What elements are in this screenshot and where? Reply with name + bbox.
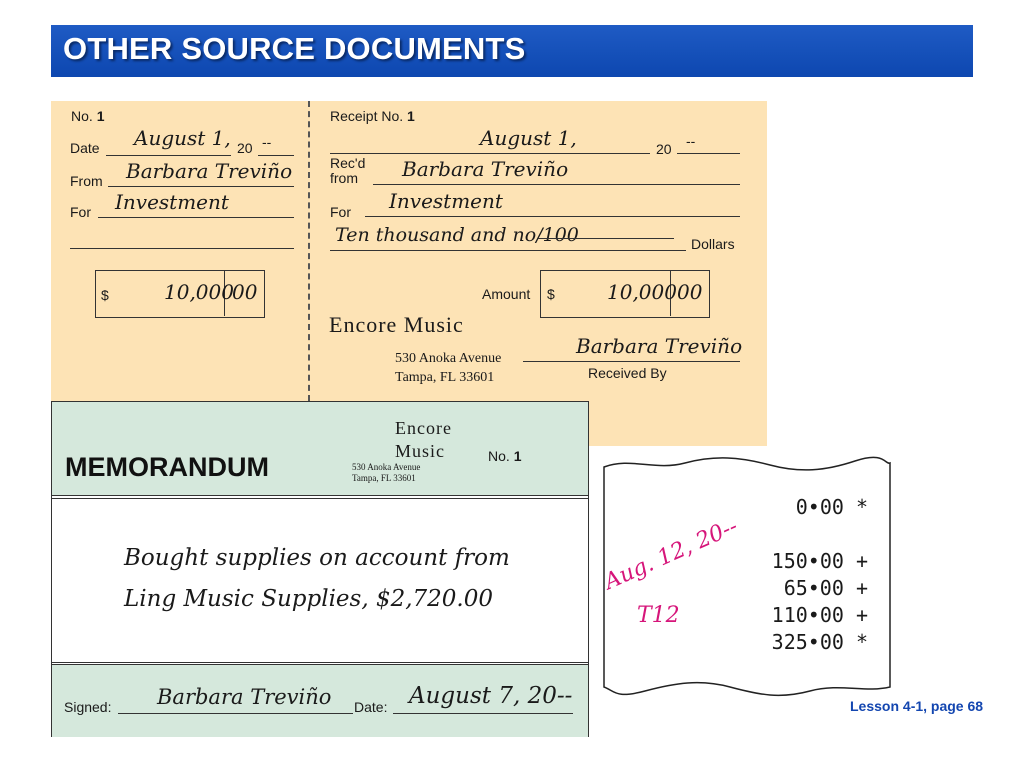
memo-date-label: Date: [354, 699, 388, 715]
receipt-no-label: Receipt No. 1 [330, 108, 415, 124]
page-title: OTHER SOURCE DOCUMENTS [63, 31, 526, 66]
memo-signed-label: Signed: [64, 699, 112, 715]
tape-line-1: 0•00 * [795, 495, 868, 519]
receipt-date-value: August 1, [480, 126, 577, 150]
tape-line-3: 65•00 + [783, 576, 868, 600]
memo-heading: MEMORANDUM [65, 452, 269, 482]
memo-no-value: 1 [513, 448, 522, 464]
memo-address-1: 530 Anoka Avenue [352, 462, 421, 472]
memo-signed-value: Barbara Treviño [157, 685, 332, 709]
tape-line-4: 110•00 + [771, 603, 868, 627]
receipt-year-value: -- [686, 133, 696, 149]
stub-from-label: From [70, 173, 103, 189]
memo-company-line-1: Encore [395, 418, 452, 438]
receipt-for-label: For [330, 204, 351, 220]
receipt-company-name: Encore Music [329, 312, 464, 337]
memo-body-line-2: Ling Music Supplies, $2,720.00 [124, 586, 494, 612]
receipt-signature: Barbara Treviño [576, 334, 743, 358]
stub-amount-cents: 00 [232, 280, 258, 304]
memorandum-document [51, 401, 589, 737]
tape-note-ref: T12 [637, 603, 680, 628]
receipt-address-1: 530 Anoka Avenue [395, 351, 502, 366]
memo-address-2: Tampa, FL 33601 [352, 473, 416, 483]
receipt-amount-cents: 00 [677, 280, 703, 304]
received-by-label: Received By [588, 365, 667, 381]
amount-label: Amount [482, 286, 531, 302]
stub-for-value: Investment [115, 190, 229, 214]
memo-date-value: August 7, 20-- [409, 683, 573, 709]
memo-body [52, 498, 588, 663]
receipt-for-value: Investment [389, 189, 503, 213]
recd-from-value: Barbara Treviño [402, 157, 569, 181]
receipt-address-2: Tampa, FL 33601 [395, 370, 495, 385]
memo-header [52, 402, 588, 496]
stub-for-label: For [70, 204, 91, 220]
stub-date-value: August 1, [134, 126, 231, 150]
lesson-reference: Lesson 4-1, page 68 [850, 698, 984, 714]
receipt-no-value: 1 [407, 108, 415, 124]
stub-from-value: Barbara Treviño [126, 159, 293, 183]
memo-footer [52, 664, 588, 737]
stub-year-value: -- [262, 134, 272, 150]
stub-amount-dollars: 10,000 [164, 280, 234, 304]
stub-no-label: No. 1 [71, 108, 105, 124]
stub-date-label: Date [70, 140, 100, 156]
recd-from-label: Rec'd from [330, 155, 366, 186]
receipt-year-label: 20 [656, 141, 672, 157]
amount-in-words: Ten thousand and no/100 [335, 224, 579, 246]
tape-line-5: 325•00 * [771, 630, 868, 654]
memo-body-line-1: Bought supplies on account from [124, 545, 510, 571]
receipt-dollar-sign: $ [547, 286, 555, 302]
tape-note-date: Aug. 12, 20-- [600, 514, 742, 595]
receipt-amount-dollars: 10,000 [607, 280, 677, 304]
tape-line-2: 150•00 + [771, 549, 868, 573]
stub-year-label: 20 [237, 140, 253, 156]
stub-dollar-sign: $ [101, 287, 109, 303]
memo-company-line-2: Music [395, 441, 445, 461]
stub-no-value: 1 [96, 108, 105, 124]
dollars-label: Dollars [691, 236, 735, 252]
receipt-stub-divider [308, 101, 310, 401]
memo-no-label: No. 1 [488, 448, 522, 464]
